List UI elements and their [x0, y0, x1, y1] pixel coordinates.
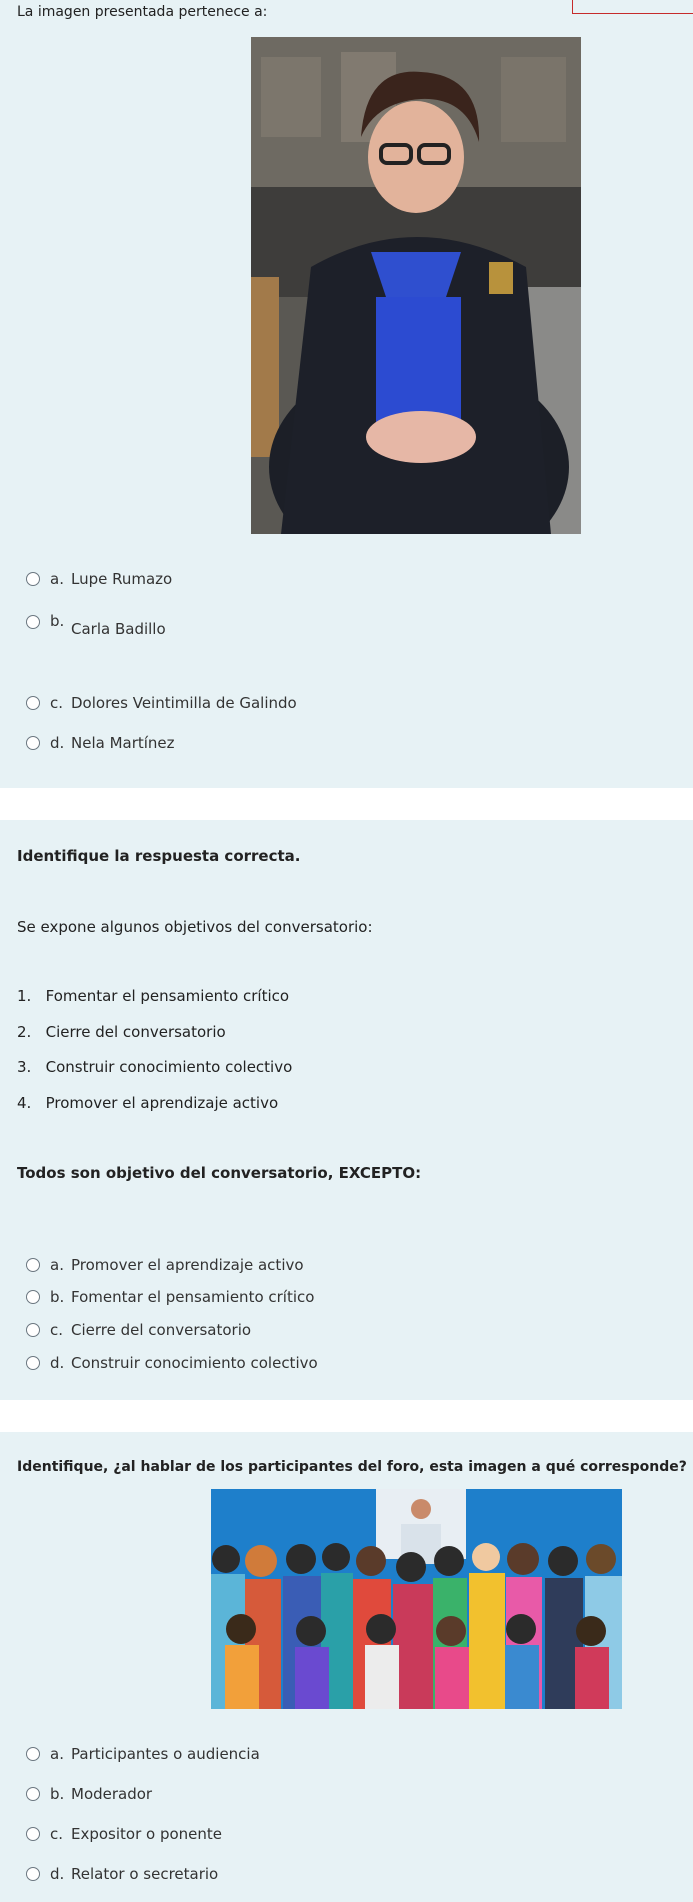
option-label: Moderador [71, 1785, 153, 1803]
radio-button[interactable] [26, 1747, 40, 1761]
q1-option-a[interactable] [26, 567, 172, 591]
question-card-1 [0, 0, 693, 788]
option-letter: b. [50, 1288, 65, 1306]
option-letter: b. [50, 1785, 65, 1803]
objective-list-item-3: 3. Construir conocimiento colectivo [17, 1058, 293, 1076]
flag-indicator [572, 0, 693, 14]
option-letter: a. [50, 1745, 64, 1763]
question-card-2 [0, 820, 693, 1400]
option-label: Fomentar el pensamiento crítico [71, 1288, 315, 1306]
question-2-intro: Se expone algunos objetivos del conversatorio: [17, 918, 373, 936]
option-label: Relator o secretario [71, 1865, 219, 1883]
option-label: Cierre del conversatorio [71, 1321, 252, 1339]
q1-option-d[interactable] [26, 731, 175, 755]
option-letter: a. [50, 1256, 64, 1274]
option-label: Participantes o audiencia [71, 1745, 260, 1763]
portrait-image [251, 37, 581, 534]
question-3-prompt: Identifique, ¿al hablar de los participantes del foro, esta imagen a qué corresponde? [17, 1459, 687, 1475]
radio-button[interactable] [26, 1323, 40, 1337]
portrait-illustration [251, 37, 581, 534]
option-label: Nela Martínez [71, 734, 175, 752]
question-2-text: Todos son objetivo del conversatorio, EXCEPTO: [17, 1164, 422, 1182]
radio-button[interactable] [26, 1867, 40, 1881]
radio-button[interactable] [26, 1787, 40, 1801]
option-letter: d. [50, 734, 65, 752]
option-letter: c. [50, 694, 64, 712]
option-letter: b. [50, 612, 65, 630]
option-letter: c. [50, 1825, 64, 1843]
q2-option-c[interactable] [26, 1318, 251, 1342]
radio-button[interactable] [26, 1356, 40, 1370]
radio-button[interactable] [26, 1258, 40, 1272]
q2-option-b[interactable] [26, 1285, 314, 1309]
radio-button[interactable] [26, 736, 40, 750]
question-2-instruction: Identifique la respuesta correcta. [17, 847, 301, 865]
option-label: Carla Badillo [71, 620, 166, 638]
audience-illustration [211, 1489, 622, 1709]
radio-button[interactable] [26, 696, 40, 710]
q1-option-c[interactable] [26, 691, 297, 715]
option-letter: c. [50, 1321, 64, 1339]
q3-option-c[interactable] [26, 1822, 222, 1846]
option-label: Promover el aprendizaje activo [71, 1256, 304, 1274]
objective-list-item-2: 2. Cierre del conversatorio [17, 1023, 226, 1041]
audience-image [211, 1489, 622, 1709]
option-label: Lupe Rumazo [71, 570, 173, 588]
radio-button[interactable] [26, 1827, 40, 1841]
objective-list-item-1: 1. Fomentar el pensamiento crítico [17, 987, 290, 1005]
option-letter: d. [50, 1354, 65, 1372]
objective-list-item-4: 4. Promover el aprendizaje activo [17, 1094, 279, 1112]
option-label: Construir conocimiento colectivo [71, 1354, 318, 1372]
question-1-prompt: La imagen presentada pertenece a: [17, 4, 268, 20]
q3-option-d[interactable] [26, 1862, 218, 1886]
q3-option-a[interactable] [26, 1742, 260, 1766]
q3-option-b[interactable] [26, 1782, 152, 1806]
q2-option-a[interactable] [26, 1253, 304, 1277]
q1-option-b[interactable] [26, 610, 166, 650]
radio-button[interactable] [26, 1290, 40, 1304]
option-label: Dolores Veintimilla de Galindo [71, 694, 297, 712]
radio-button[interactable] [26, 572, 40, 586]
question-card-3 [0, 1432, 693, 1902]
option-letter: a. [50, 570, 64, 588]
option-label: Expositor o ponente [71, 1825, 223, 1843]
q2-option-d[interactable] [26, 1351, 318, 1375]
option-letter: d. [50, 1865, 65, 1883]
radio-button[interactable] [26, 615, 40, 629]
